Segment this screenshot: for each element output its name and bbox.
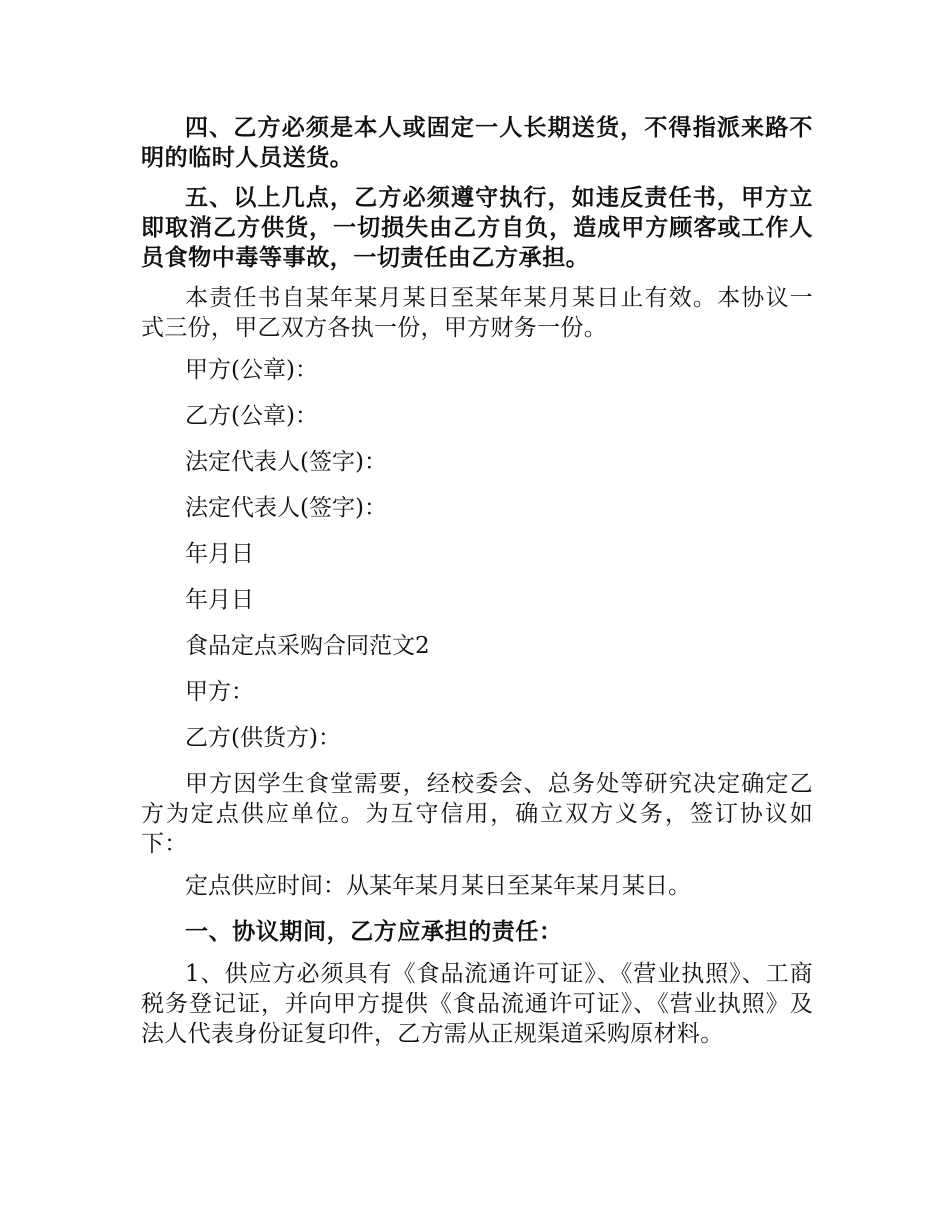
section-title: 食品定点采购合同范文2 (185, 633, 430, 659)
date-line-a: 年月日 (185, 541, 254, 567)
party-b-supplier-line: 乙方(供货方)： (185, 725, 341, 751)
party-a-seal-line: 甲方(公章)： (185, 357, 318, 383)
paragraph-clause-5: 五、以上几点，乙方必须遵守执行，如违反责任书，甲方立即取消乙方供货，一切损失由乙方自负，造成甲方顾客或工作人员食物中毒等事故，一切责任由乙方承担。 (141, 185, 813, 271)
legal-rep-signature-line-b: 法定代表人(签字)： (185, 495, 387, 521)
heading-responsibilities: 一、协议期间，乙方应承担的责任： (185, 919, 563, 945)
date-line-b: 年月日 (185, 587, 254, 613)
party-a-line: 甲方： (185, 679, 254, 705)
paragraph-intro: 甲方因学生食堂需要，经校委会、总务处等研究决定确定乙方为定点供应单位。为互守信用，确立双方义务，签订协议如下： (141, 771, 813, 857)
paragraph-item-1: 1、供应方必须具有《食品流通许可证》、《营业执照》、工商税务登记证，并向甲方提供《食品流通许可证》、《营业执照》及法人代表身份证复印件，乙方需从正规渠道采购原材料。 (141, 961, 813, 1047)
supply-period-line: 定点供应时间：从某年某月某日至某年某月某日。 (185, 873, 691, 899)
party-b-seal-line: 乙方(公章)： (185, 403, 318, 429)
legal-rep-signature-line-a: 法定代表人(签字)： (185, 449, 387, 475)
paragraph-validity: 本责任书自某年某月某日至某年某月某日止有效。本协议一式三份，甲乙双方各执一份，甲方财务一份。 (141, 285, 813, 341)
paragraph-clause-4: 四、乙方必须是本人或固定一人长期送货，不得指派来路不明的临时人员送货。 (141, 115, 813, 171)
document-page (141, 113, 813, 1059)
